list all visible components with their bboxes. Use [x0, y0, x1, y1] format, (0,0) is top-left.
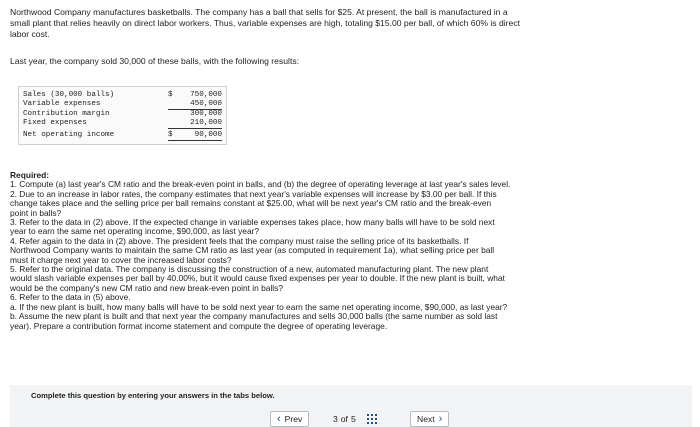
- required-line: 3. Refer to the data in (2) above. If the expected change in variable expenses takes place, how many balls will have to be sold next: [10, 217, 495, 228]
- double-underline-divider: [168, 140, 222, 141]
- row-value: 90,000: [194, 131, 222, 139]
- statement-row-net-operating-income: [23, 131, 222, 140]
- current-page: 3: [333, 414, 338, 424]
- next-button-wrap: [410, 411, 449, 427]
- required-line: year to earn the same net operating income, $90,000, as last year?: [10, 226, 260, 237]
- grid-icon[interactable]: [367, 414, 377, 424]
- next-button[interactable]: [410, 411, 449, 427]
- last-year-text: Last year, the company sold 30,000 of these balls, with the following results:: [10, 56, 300, 66]
- required-line: Northwood Company wants to maintain the same CM ratio as last year (as computed in requirement 1a), what selling price per ball: [10, 245, 495, 256]
- required-line: year). Prepare a contribution format income statement and compute the degree of operating leverage.: [10, 320, 388, 331]
- page-indicator: [333, 411, 377, 427]
- required-section: [10, 171, 685, 331]
- required-line: 4. Refer again to the data in (2) above. The president feels that the company must raise the selling price of its basketballs. If: [10, 235, 469, 246]
- required-line: point in balls?: [10, 207, 62, 218]
- row-label: Contribution margin: [23, 110, 110, 118]
- of-label: of: [340, 414, 348, 424]
- required-line: change takes place and the selling price per ball remains constant at $25.00, what will be next year's CM ratio and the break-even: [10, 198, 492, 209]
- required-line: would slash variable expenses per ball by 40.00%, but it would cause fixed expenses per year to double. If the new plant is built, what: [10, 273, 505, 284]
- intro-line-1: Northwood Company manufactures basketballs. The company has a ball that sells for $25. At present, the ball is manufactured in a: [10, 7, 508, 17]
- statement-row-fixed-expenses: [23, 119, 222, 128]
- chevron-right-icon: ›: [438, 412, 443, 425]
- instructions-text: Complete this question by entering your answers in the tabs below.: [31, 391, 275, 400]
- row-currency: $: [168, 131, 173, 139]
- chevron-left-icon: ‹: [277, 412, 281, 425]
- intro-line-2: small plant that relies heavily on direct labor workers. Thus, variable expenses are high, totaling $15.00 per ball, of which 60% is direct: [10, 18, 521, 28]
- required-line: would be the company's new CM ratio and new break-even point in balls?: [10, 282, 284, 293]
- required-line: 5. Refer to the original data. The company is discussing the construction of a new, automated manufacturing plant. The new plant: [10, 264, 489, 275]
- row-value: 300,000: [190, 110, 222, 118]
- statement-row-contribution-margin: [23, 110, 222, 119]
- row-label: Variable expenses: [23, 100, 101, 108]
- statement-row-sales: [23, 91, 222, 100]
- required-line: b. Assume the new plant is built and that next year the company manufactures and sells 30,000 balls (the same number as sold last: [10, 311, 498, 322]
- row-label: Sales (30,000 balls): [23, 91, 115, 99]
- row-value: 750,000: [190, 91, 222, 99]
- next-label: Next: [417, 414, 435, 424]
- row-value: 450,000: [190, 100, 222, 108]
- underline-divider: [168, 128, 222, 129]
- row-currency: $: [168, 91, 173, 99]
- row-label: Fixed expenses: [23, 119, 87, 127]
- required-line: 2. Due to an increase in labor rates, the company estimates that next year's variable expenses will increase by $3.00 per ball. If this: [10, 188, 497, 199]
- prev-button-wrap: [270, 411, 309, 427]
- required-line: must it charge next year to cover the increased labor costs?: [10, 254, 232, 265]
- required-line: a. If the new plant is built, how many balls will have to be sold next year to earn the same net operating income, $90,000, as last year?: [10, 301, 508, 312]
- required-line: 6. Refer to the data in (5) above.: [10, 292, 131, 303]
- total-pages: 5: [350, 414, 356, 424]
- row-value: 210,000: [190, 119, 222, 127]
- statement-row-variable-expenses: [23, 100, 222, 109]
- prev-label: Prev: [284, 414, 303, 424]
- prev-button[interactable]: [270, 411, 309, 427]
- income-statement: [18, 86, 227, 145]
- required-heading: Required:: [10, 170, 50, 180]
- row-label: Net operating income: [23, 131, 115, 139]
- intro-line-3: labor cost.: [10, 29, 50, 39]
- problem-intro: [10, 7, 682, 40]
- required-line: 1. Compute (a) last year's CM ratio and the break-even point in balls, and (b) the degree of operating leverage at last year's sales level.: [10, 179, 511, 190]
